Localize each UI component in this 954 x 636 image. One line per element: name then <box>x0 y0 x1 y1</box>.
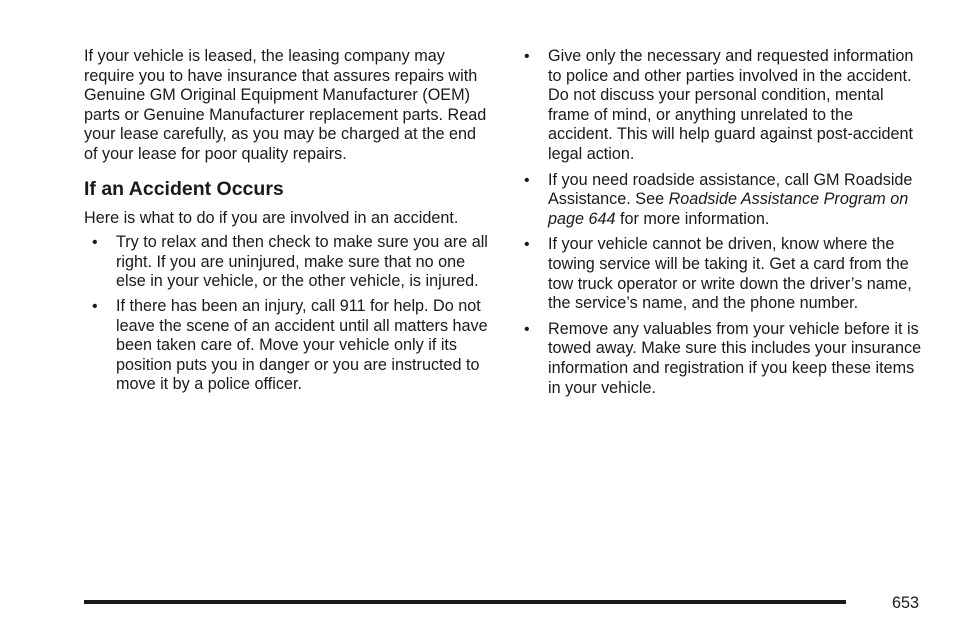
section-heading: If an Accident Occurs <box>84 177 284 200</box>
accident-intro-paragraph: Here is what to do if you are involved in an accident. <box>84 208 459 227</box>
bullet-icon: • <box>524 320 530 338</box>
list-item <box>524 235 922 313</box>
page-reference: Roadside Assistance Program on page 644 <box>548 190 909 228</box>
list-item <box>84 297 488 395</box>
bullet-icon: • <box>92 297 98 315</box>
bullet-icon: • <box>524 48 530 65</box>
accident-steps-list <box>84 233 488 395</box>
list-item-text: Try to relax and then check to make sure you are all right. If you are uninjured, make sure that no one else in your vehicle, or the other vehicle, is injured. <box>116 233 488 291</box>
bullet-icon: • <box>92 234 98 252</box>
bullet-icon: • <box>524 171 530 189</box>
right-column <box>524 47 922 404</box>
bullet-icon: • <box>524 236 530 254</box>
page-number: 653 <box>891 594 919 612</box>
lease-insurance-paragraph: If your vehicle is leased, the leasing company may require you to have insurance that assures repairs with Genuine GM Original Equipment Manufacturer (OEM) parts or Genuine Manufacturer replacement parts. Read your lease carefully, as you may be charged at the end of your lease for poor quality repairs. <box>84 47 487 163</box>
list-item-text-after: for more information. <box>615 209 770 228</box>
accident-steps-list-continued <box>524 47 922 398</box>
list-item-text-before: If you need roadside assistance, call GM Roadside Assistance. See <box>548 170 913 209</box>
list-item-text: If your vehicle cannot be driven, know where the towing service will be taking it. Get a card from the tow truck operator or write down the driver’s name, the service’s name, and the phone number. <box>548 235 912 313</box>
left-column <box>84 47 488 400</box>
list-item-text: Remove any valuables from your vehicle before it is towed away. Make sure this includes your insurance information and registration if you keep these items in your vehicle. <box>548 319 922 397</box>
list-item-text: Give only the necessary and requested information to police and other parties involved in the accident. Do not discuss your personal condition, mental frame of mind, or anything unrelated to the accident. This will help guard against post-accident legal action. <box>548 47 914 163</box>
list-item <box>524 47 922 165</box>
footer-rule <box>84 600 846 604</box>
list-item-text: If there has been an injury, call 911 for help. Do not leave the scene of an accident until all matters have been taken care of. Move your vehicle only if its position puts you in danger or you are instructed to move it by a police officer. <box>116 296 488 394</box>
list-item <box>84 233 488 292</box>
list-item <box>524 171 922 230</box>
list-item <box>524 320 922 398</box>
